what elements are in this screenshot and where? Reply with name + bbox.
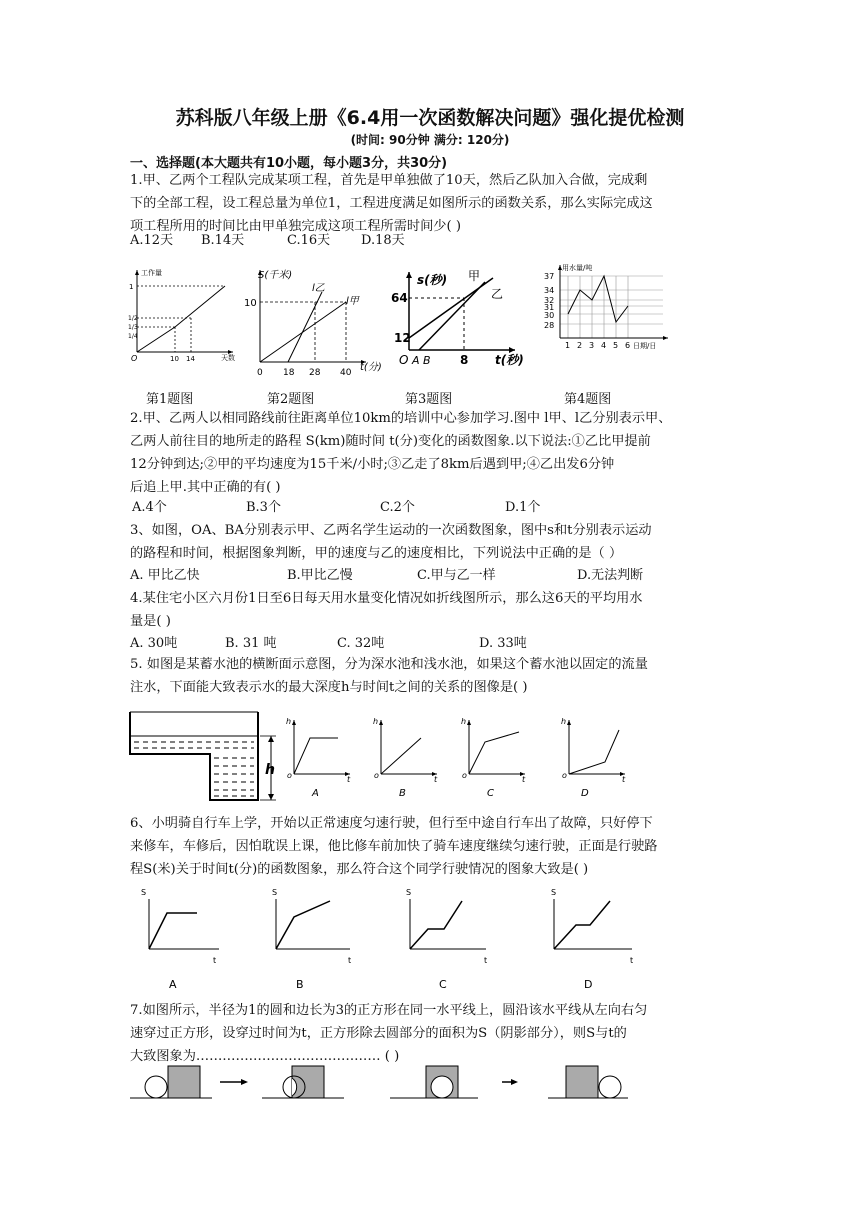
q6-line-1: 6、小明骑自行车上学，开始以正常速度匀速行驶，但行至中途自行车出了故障，只好停下 (130, 816, 653, 831)
q2-option-a: A.4个 (132, 500, 167, 515)
page-title: 苏科版八年级上册《6.4用一次函数解决问题》强化提优检测 (175, 107, 685, 129)
q5-graph-c (459, 712, 534, 802)
fig1-ylabel: 工作量 (141, 269, 162, 277)
fig4-xtick-1: 1 (565, 341, 571, 350)
q3-option-d: D.无法判断 (577, 568, 644, 583)
q5-a-axis-h: h (286, 717, 292, 726)
q6-c-axis-t: t (484, 956, 488, 965)
fig2-ylabel: S(千米) (258, 270, 293, 281)
q1-option-b: B.14天 (201, 233, 245, 248)
q6-a-axis-t: t (213, 956, 217, 965)
q5-b-label: B (399, 788, 406, 799)
q1-option-c: C.16天 (287, 233, 331, 248)
q4-line-1: 4.某住宅小区六月份1日至6日每天用水量变化情况如折线图所示，那么这6天的平均用水 (130, 591, 643, 606)
figure-2-caption: 第2题图 (267, 392, 315, 407)
fig3-xtick-8: 8 (460, 353, 469, 367)
fig1-ytick-third: 1/3 (128, 324, 138, 331)
fig3-ytick-64: 64 (391, 291, 408, 305)
q6-graph-c (404, 885, 504, 997)
fig2-xtick-0: 0 (257, 368, 263, 378)
fig4-xtick-4: 4 (601, 341, 607, 350)
fig2-xtick-40: 40 (340, 368, 352, 378)
fig3-point-a: A (412, 354, 420, 367)
q7-line-3: 大致图象为…………………………………… ( ) (130, 1049, 400, 1064)
fig4-xtick-6: 6 (625, 341, 631, 350)
q4-option-a: A. 30吨 (130, 636, 178, 651)
q1-option-d: D.18天 (361, 233, 405, 248)
q5-graph-d (559, 712, 634, 802)
q5-d-axis-h: h (561, 717, 567, 726)
q3-option-b: B.甲比乙慢 (287, 568, 353, 583)
q1-option-a: A.12天 (130, 233, 174, 248)
q2-line-2: 乙两人前往目的地所走的路程 S(km)随时间 t(分)变化的函数图象.以下说法:①乙比甲提前 (130, 434, 651, 449)
q6-c-label: C (439, 978, 447, 991)
figure-1-graph (125, 262, 235, 372)
q2-line-3: 12分钟到达;②甲的平均速度为15千米/小时;③乙走了8km后遇到甲;④乙出发6分钟 (130, 457, 615, 472)
q5-c-axis-h: h (461, 717, 467, 726)
q1-line-1: 1.甲、乙两个工程队完成某项工程，首先是甲单独做了10天，然后乙队加入合做，完成剩 (130, 173, 648, 188)
fig4-ytick-30: 30 (544, 311, 555, 320)
fig3-line-yi-label: 乙 (491, 287, 504, 301)
q6-graph-b (268, 885, 368, 997)
q5-b-origin: o (374, 771, 379, 780)
fig1-ytick-quarter: 1/4 (128, 333, 138, 340)
fig1-ytick-1: 1 (129, 283, 134, 291)
q7-line-2: 速穿过正方形，设穿过时间为t，正方形除去圆部分的面积为S（阴影部分），则S与t的 (130, 1026, 627, 1041)
q6-line-2: 来修车，车修后，因怕耽误上课，他比修车前加快了骑车速度继续匀速行驶，正面是行驶路 (130, 839, 658, 854)
q4-line-2: 量是( ) (130, 614, 171, 629)
q6-line-3: 程S(米)关于时间t(分)的函数图象，那么符合这个同学行驶情况的图象大致是( ) (130, 862, 589, 877)
q5-c-origin: o (462, 771, 467, 780)
q5-graph-a (284, 712, 359, 802)
fig4-xtick-3: 3 (589, 341, 595, 350)
q2-line-1: 2.甲、乙两人以相同路线前往距离单位10km的培训中心参加学习.图中 l甲、l乙分别表示甲、 (130, 411, 672, 426)
q6-c-axis-s: S (406, 888, 412, 897)
fig4-xtick-5: 5 (613, 341, 619, 350)
fig3-point-b: B (423, 354, 431, 367)
fig4-ytick-32: 32 (544, 296, 555, 305)
q5-a-origin: o (287, 771, 292, 780)
fig1-ytick-half: 1/2 (128, 315, 138, 322)
q1-line-3: 项工程所用的时间比由甲单独完成这项工程所需时间少( ) (130, 219, 461, 234)
q2-line-4: 后追上甲.其中正确的有( ) (130, 480, 281, 495)
q6-a-label: A (169, 978, 177, 991)
figure-4-graph (538, 262, 678, 357)
figure-3-graph (391, 266, 525, 376)
fig4-xtick-2: 2 (577, 341, 583, 350)
q5-d-origin: o (562, 771, 567, 780)
q5-graph-b (371, 712, 446, 802)
fig3-origin: O (399, 353, 409, 367)
q5-line-1: 5. 如图是某蓄水池的横断面示意图，分为深水池和浅水池，如果这个蓄水池以固定的流量 (130, 657, 648, 672)
fig3-ylabel: s(秒) (417, 273, 448, 287)
q4-option-b: B. 31 吨 (225, 636, 277, 651)
fig2-xlabel: t(分) (360, 362, 382, 373)
q3-line-2: 的路程和时间，根据图象判断，甲的速度与乙的速度相比，下列说法中正确的是（ ） (130, 546, 623, 561)
q5-b-axis-t: t (434, 775, 438, 784)
page-subtitle: (时间: 90分钟 满分: 120分) (350, 133, 510, 147)
q6-b-label: B (296, 978, 304, 991)
q3-option-a: A. 甲比乙快 (130, 568, 200, 583)
q5-c-label: C (487, 788, 494, 799)
q5-tank-diagram (128, 708, 288, 808)
figure-2-graph (244, 264, 382, 379)
q6-d-axis-s: S (551, 888, 557, 897)
q6-graph-d (550, 885, 650, 997)
q3-option-c: C.甲与乙一样 (417, 568, 496, 583)
fig3-line-jia-label: 甲 (468, 269, 481, 283)
q5-a-axis-t: t (347, 775, 351, 784)
fig4-xlabel: 日期/日 (633, 342, 657, 350)
fig4-ytick-37: 37 (544, 272, 555, 281)
q5-d-axis-t: t (622, 775, 626, 784)
section-heading: 一、选择题(本大题共有10小题，每小题3分，共30分) (130, 156, 448, 171)
q5-c-axis-t: t (522, 775, 526, 784)
figure-4-caption: 第4题图 (564, 392, 612, 407)
figure-3-caption: 第3题图 (405, 392, 453, 407)
q5-b-axis-h: h (373, 717, 379, 726)
q3-line-1: 3、如图，OA、BA分别表示甲、乙两名学生运动的一次函数图象，图中s和t分别表示运动 (130, 523, 652, 538)
figure-1-caption: 第1题图 (146, 392, 194, 407)
q4-option-d: D. 33吨 (479, 636, 527, 651)
fig4-ytick-34: 34 (544, 286, 555, 295)
fig3-ytick-12: 12 (394, 331, 411, 345)
fig4-ylabel: 用水量/吨 (562, 264, 593, 272)
fig2-line-yi-label: l乙 (312, 283, 325, 294)
q2-option-c: C.2个 (380, 500, 415, 515)
q1-line-2: 下的全部工程，设工程总量为单位1，工程进度满足如图所示的函数关系，那么实际完成这 (130, 196, 653, 211)
fig3-xlabel: t(秒) (495, 353, 524, 367)
q6-graph-a (127, 885, 227, 997)
q5-a-label: A (312, 788, 319, 799)
q6-d-axis-t: t (630, 956, 634, 965)
q5-d-label: D (581, 788, 589, 799)
fig1-origin: O (131, 354, 138, 363)
fig4-ytick-31: 31 (544, 303, 555, 312)
fig1-xtick-10: 10 (170, 355, 179, 363)
q2-option-d: D.1个 (505, 500, 541, 515)
q2-option-b: B.3个 (246, 500, 281, 515)
q7-circle-square-diagram (128, 1058, 648, 1108)
fig2-xtick-18: 18 (283, 368, 295, 378)
fig2-xtick-28: 28 (309, 368, 321, 378)
q6-b-axis-s: S (272, 888, 278, 897)
fig4-ytick-28: 28 (544, 321, 555, 330)
q7-line-1: 7.如图所示，半径为1的圆和边长为3的正方形在同一水平线上，圆沿该水平线从左向右匀 (130, 1003, 648, 1018)
fig1-xlabel: 天数 (221, 354, 235, 362)
fig2-ytick-10: 10 (244, 298, 257, 309)
q4-option-c: C. 32吨 (337, 636, 385, 651)
q5-line-2: 注水，下面能大致表示水的最大深度h与时间t之间的关系的图像是( ) (130, 680, 528, 695)
fig2-line-jia-label: l甲 (346, 296, 359, 307)
q6-d-label: D (584, 978, 593, 991)
fig1-xtick-14: 14 (186, 355, 195, 363)
q5-tank-depth-label: h (265, 762, 275, 778)
q6-b-axis-t: t (348, 956, 352, 965)
q6-a-axis-s: S (141, 888, 147, 897)
